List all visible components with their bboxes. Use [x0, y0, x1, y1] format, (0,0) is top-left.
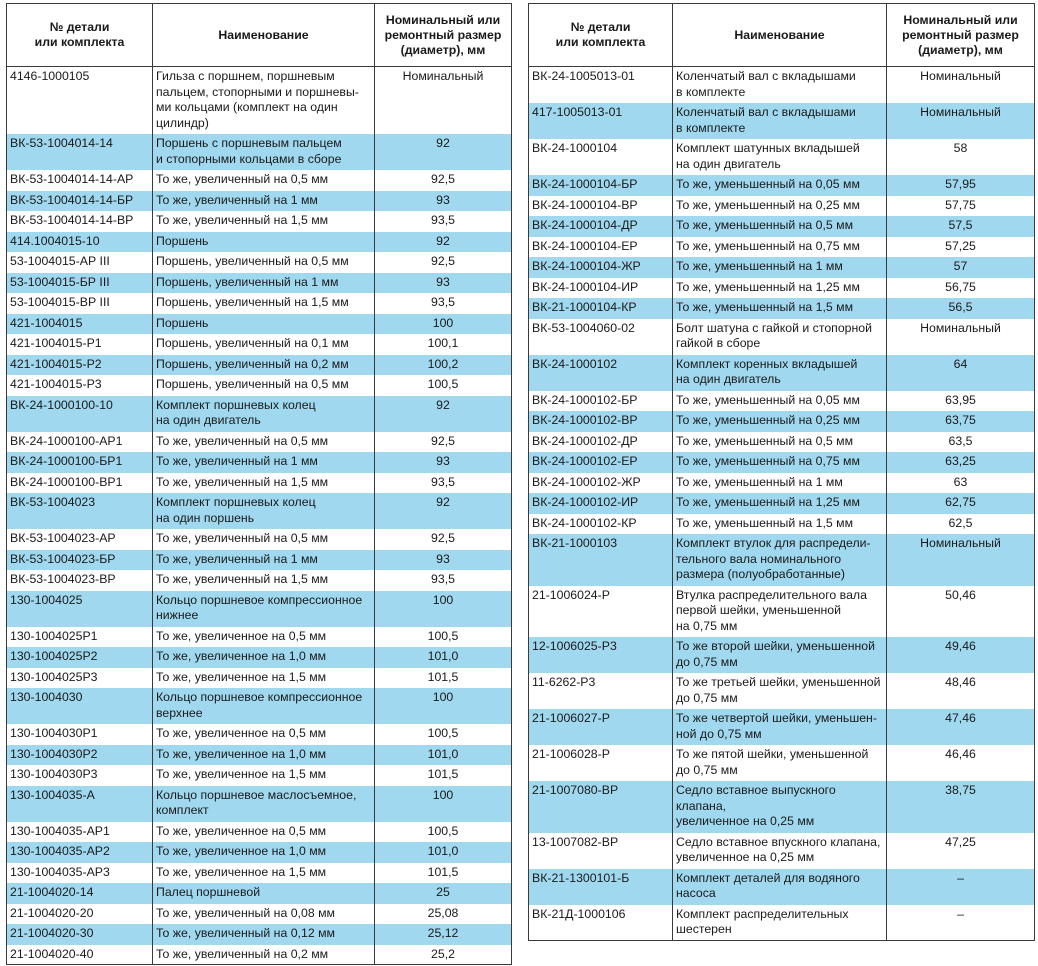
- cell-name: Кольцо поршневое компрессионное нижнее: [153, 590, 375, 626]
- cell-name: То же, увеличенное на 1,0 мм: [153, 647, 375, 668]
- cell-part-number: 130-1004025Р2: [7, 647, 153, 668]
- table-row: [529, 472, 1035, 493]
- cell-part-number: ВК-53-1004023-ВР: [7, 570, 153, 591]
- cell-part-number: 417-1005013-01: [529, 103, 673, 139]
- cell-size: 57,95: [887, 175, 1035, 196]
- cell-name: То же, увеличенный на 0,08 мм: [153, 903, 375, 924]
- cell-size: 56,75: [887, 277, 1035, 298]
- cell-part-number: 130-1004035-А: [7, 785, 153, 821]
- cell-part-number: ВК-53-1004014-14-ВР: [7, 211, 153, 232]
- cell-part-number: ВК-24-1000100-АР1: [7, 431, 153, 452]
- cell-size: 25,08: [375, 903, 512, 924]
- table-row: [7, 134, 512, 170]
- cell-part-number: ВК-24-1000102-ИР: [529, 493, 673, 514]
- header-part-number: № детали или комплекта: [529, 4, 673, 67]
- cell-size: 92: [375, 231, 512, 252]
- parts-table-right: [528, 3, 1035, 941]
- cell-name: То же, уменьшенный на 0,25 мм: [673, 195, 887, 216]
- cell-name: То же, увеличенное на 1,0 мм: [153, 744, 375, 765]
- table-row: [7, 862, 512, 883]
- cell-size: 100: [375, 688, 512, 724]
- cell-part-number: ВК-53-1004014-14: [7, 134, 153, 170]
- table-row: [529, 216, 1035, 237]
- cell-part-number: 12-1006025-Р3: [529, 637, 673, 673]
- cell-size: 100,5: [375, 375, 512, 396]
- cell-part-number: ВК-24-1000104-ДР: [529, 216, 673, 237]
- cell-size: 38,75: [887, 781, 1035, 833]
- cell-size: 57,5: [887, 216, 1035, 237]
- cell-name: Комплект коренных вкладышей на один двигатель: [673, 354, 887, 390]
- cell-name: То же, увеличенный на 0,5 мм: [153, 170, 375, 191]
- cell-size: 92: [375, 134, 512, 170]
- cell-size: 57: [887, 257, 1035, 278]
- table-row: [7, 395, 512, 431]
- table-row: [529, 709, 1035, 745]
- cell-name: То же, увеличенное на 1,5 мм: [153, 862, 375, 883]
- cell-name: Болт шатуна с гайкой и стопорной гайкой в сборе: [673, 318, 887, 354]
- table-row: [7, 67, 512, 134]
- table-body-right: [529, 67, 1035, 941]
- cell-part-number: 21-1004020-30: [7, 924, 153, 945]
- table-row: [529, 67, 1035, 103]
- cell-size: Номинальный: [887, 103, 1035, 139]
- cell-size: 100,2: [375, 354, 512, 375]
- cell-name: То же пятой шейки, уменьшенной до 0,75 мм: [673, 745, 887, 781]
- cell-size: 63,75: [887, 411, 1035, 432]
- cell-size: 93: [375, 452, 512, 473]
- table-row: [7, 626, 512, 647]
- table-row: [7, 375, 512, 396]
- cell-part-number: 130-1004030Р2: [7, 744, 153, 765]
- table-row: [7, 493, 512, 529]
- cell-size: 25,2: [375, 944, 512, 965]
- cell-size: 64: [887, 354, 1035, 390]
- cell-name: То же, увеличенный на 0,5 мм: [153, 431, 375, 452]
- cell-size: 63,95: [887, 390, 1035, 411]
- cell-part-number: ВК-53-1004023-АР: [7, 529, 153, 550]
- cell-name: То же, увеличенный на 0,2 мм: [153, 944, 375, 965]
- cell-name: То же, уменьшенный на 0,5 мм: [673, 216, 887, 237]
- table-row: [7, 724, 512, 745]
- cell-name: То же третьей шейки, уменьшенной до 0,75 мм: [673, 673, 887, 709]
- cell-size: 101,5: [375, 765, 512, 786]
- cell-size: 25,12: [375, 924, 512, 945]
- table-row: [7, 924, 512, 945]
- header-name: Наименование: [153, 4, 375, 67]
- cell-name: Поршень, увеличенный на 0,5 мм: [153, 375, 375, 396]
- cell-size: 100,5: [375, 821, 512, 842]
- cell-name: Поршень: [153, 231, 375, 252]
- table-row: [7, 190, 512, 211]
- cell-size: 63: [887, 472, 1035, 493]
- table-row: [7, 252, 512, 273]
- cell-size: 93,5: [375, 211, 512, 232]
- cell-size: 63,5: [887, 431, 1035, 452]
- table-row: [7, 944, 512, 965]
- cell-name: Комплект деталей для водяного насоса: [673, 868, 887, 904]
- cell-part-number: ВК-53-1004023: [7, 493, 153, 529]
- cell-part-number: ВК-21-1000104-КР: [529, 298, 673, 319]
- table-row: [529, 832, 1035, 868]
- cell-name: Седло вставное выпускного клапана, увеличенное на 0,25 мм: [673, 781, 887, 833]
- cell-size: 25: [375, 883, 512, 904]
- cell-size: Номинальный: [887, 67, 1035, 103]
- cell-name: То же, увеличенный на 1 мм: [153, 452, 375, 473]
- table-row: [529, 745, 1035, 781]
- table-row: [529, 411, 1035, 432]
- cell-name: То же, увеличенный на 1,5 мм: [153, 211, 375, 232]
- cell-name: Комплект поршневых колец на один поршень: [153, 493, 375, 529]
- table-row: [529, 318, 1035, 354]
- cell-part-number: 21-1004020-14: [7, 883, 153, 904]
- cell-name: То же, увеличенный на 1,5 мм: [153, 472, 375, 493]
- cell-part-number: 130-1004035-АР1: [7, 821, 153, 842]
- cell-size: 101,5: [375, 862, 512, 883]
- cell-size: –: [887, 904, 1035, 940]
- cell-part-number: 4146-1000105: [7, 67, 153, 134]
- cell-size: –: [887, 868, 1035, 904]
- cell-name: То же, уменьшенный на 0,75 мм: [673, 236, 887, 257]
- cell-size: 50,46: [887, 585, 1035, 637]
- cell-name: То же, увеличенное на 1,5 мм: [153, 667, 375, 688]
- table-row: [529, 534, 1035, 586]
- cell-size: 100,1: [375, 334, 512, 355]
- cell-part-number: ВК-21-1300101-Б: [529, 868, 673, 904]
- cell-name: Поршень с поршневым пальцем и стопорными кольцами в сборе: [153, 134, 375, 170]
- table-row: [529, 354, 1035, 390]
- cell-size: 100: [375, 785, 512, 821]
- cell-part-number: 130-1004035-АР3: [7, 862, 153, 883]
- cell-part-number: ВК-24-1000102-БР: [529, 390, 673, 411]
- cell-name: То же, увеличенное на 0,5 мм: [153, 626, 375, 647]
- table-row: [7, 903, 512, 924]
- cell-name: То же, уменьшенный на 1,25 мм: [673, 277, 887, 298]
- header-name: Наименование: [673, 4, 887, 67]
- cell-size: 46,46: [887, 745, 1035, 781]
- table-row: [7, 431, 512, 452]
- parts-table-left: [6, 3, 512, 965]
- table-row: [529, 673, 1035, 709]
- cell-size: 101,5: [375, 667, 512, 688]
- table-row: [7, 744, 512, 765]
- cell-name: То же, увеличенное на 0,5 мм: [153, 821, 375, 842]
- cell-name: То же, уменьшенный на 1,5 мм: [673, 298, 887, 319]
- cell-part-number: 21-1006024-Р: [529, 585, 673, 637]
- cell-size: 63,25: [887, 452, 1035, 473]
- cell-part-number: 21-1006028-Р: [529, 745, 673, 781]
- table-row: [529, 513, 1035, 534]
- table-row: [7, 785, 512, 821]
- table-row: [7, 590, 512, 626]
- cell-size: 49,46: [887, 637, 1035, 673]
- cell-part-number: ВК-53-1004014-14-БР: [7, 190, 153, 211]
- cell-name: Кольцо поршневое компрессионное верхнее: [153, 688, 375, 724]
- cell-part-number: 53-1004015-ВР III: [7, 293, 153, 314]
- cell-part-number: ВК-24-1000104-ВР: [529, 195, 673, 216]
- cell-name: Поршень: [153, 313, 375, 334]
- table-row: [7, 313, 512, 334]
- cell-part-number: 130-1004025Р1: [7, 626, 153, 647]
- cell-size: 47,46: [887, 709, 1035, 745]
- table-row: [7, 688, 512, 724]
- cell-name: То же четвертой шейки, уменьшен- ной до 0,75 мм: [673, 709, 887, 745]
- cell-part-number: ВК-24-1000100-10: [7, 395, 153, 431]
- cell-part-number: ВК-24-1000102: [529, 354, 673, 390]
- cell-part-number: 421-1004015-Р3: [7, 375, 153, 396]
- cell-name: То же, уменьшенный на 1 мм: [673, 257, 887, 278]
- table-row: [529, 298, 1035, 319]
- cell-name: То же, увеличенный на 0,12 мм: [153, 924, 375, 945]
- cell-part-number: 130-1004030: [7, 688, 153, 724]
- table-row: [7, 765, 512, 786]
- cell-part-number: 421-1004015-Р2: [7, 354, 153, 375]
- cell-name: Поршень, увеличенный на 0,2 мм: [153, 354, 375, 375]
- cell-part-number: ВК-24-1000102-КР: [529, 513, 673, 534]
- table-row: [7, 231, 512, 252]
- cell-name: Комплект поршневых колец на один двигатель: [153, 395, 375, 431]
- cell-name: То же, уменьшенный на 1 мм: [673, 472, 887, 493]
- table-row: [529, 103, 1035, 139]
- table-row: [7, 821, 512, 842]
- cell-size: 101,0: [375, 744, 512, 765]
- cell-part-number: 414.1004015-10: [7, 231, 153, 252]
- table-row: [7, 354, 512, 375]
- cell-size: 93: [375, 272, 512, 293]
- cell-part-number: 21-1004020-20: [7, 903, 153, 924]
- cell-size: 93,5: [375, 570, 512, 591]
- cell-part-number: 130-1004025: [7, 590, 153, 626]
- cell-size: 92,5: [375, 170, 512, 191]
- table-row: [529, 431, 1035, 452]
- cell-name: То же, увеличенный на 1 мм: [153, 549, 375, 570]
- cell-part-number: ВК-24-1000104-ЖР: [529, 257, 673, 278]
- cell-name: То же, увеличенный на 0,5 мм: [153, 529, 375, 550]
- cell-part-number: 13-1007082-ВР: [529, 832, 673, 868]
- cell-name: Поршень, увеличенный на 0,1 мм: [153, 334, 375, 355]
- table-row: [529, 277, 1035, 298]
- cell-name: То же, уменьшенный на 0,25 мм: [673, 411, 887, 432]
- cell-name: Втулка распределительного вала первой шейки, уменьшенной на 0,75 мм: [673, 585, 887, 637]
- cell-name: То же, уменьшенный на 1,5 мм: [673, 513, 887, 534]
- table-row: [529, 585, 1035, 637]
- cell-size: 58: [887, 139, 1035, 175]
- cell-size: 56,5: [887, 298, 1035, 319]
- cell-part-number: ВК-24-1000102-ДР: [529, 431, 673, 452]
- cell-part-number: ВК-24-1000100-БР1: [7, 452, 153, 473]
- cell-size: 100,5: [375, 626, 512, 647]
- cell-name: То же, увеличенное на 1,5 мм: [153, 765, 375, 786]
- cell-part-number: ВК-24-1000104-БР: [529, 175, 673, 196]
- table-row: [7, 647, 512, 668]
- cell-part-number: 130-1004030Р3: [7, 765, 153, 786]
- cell-part-number: 21-1006027-Р: [529, 709, 673, 745]
- cell-name: То же, увеличенное на 1,0 мм: [153, 842, 375, 863]
- table-body-left: [7, 67, 512, 965]
- table-row: [529, 195, 1035, 216]
- table-row: [7, 842, 512, 863]
- cell-part-number: 11-6262-Р3: [529, 673, 673, 709]
- cell-size: 48,46: [887, 673, 1035, 709]
- cell-name: То же, уменьшенный на 0,75 мм: [673, 452, 887, 473]
- cell-size: 62,75: [887, 493, 1035, 514]
- header-part-number: № детали или комплекта: [7, 4, 153, 67]
- table-row: [529, 868, 1035, 904]
- cell-name: То же, увеличенный на 1,5 мм: [153, 570, 375, 591]
- cell-name: То же, уменьшенный на 0,05 мм: [673, 175, 887, 196]
- table-row: [529, 257, 1035, 278]
- cell-name: То же, увеличенный на 1 мм: [153, 190, 375, 211]
- cell-part-number: ВК-21Д-1000106: [529, 904, 673, 940]
- cell-size: Номинальный: [375, 67, 512, 134]
- table-row: [7, 570, 512, 591]
- table-row: [529, 139, 1035, 175]
- cell-name: То же, уменьшенный на 0,05 мм: [673, 390, 887, 411]
- cell-part-number: ВК-24-1005013-01: [529, 67, 673, 103]
- cell-part-number: ВК-53-1004023-БР: [7, 549, 153, 570]
- cell-part-number: ВК-24-1000104-ИР: [529, 277, 673, 298]
- cell-name: Кольцо поршневое маслосъемное, комплект: [153, 785, 375, 821]
- cell-name: Седло вставное впускного клапана, увеличенное на 0,25 мм: [673, 832, 887, 868]
- table-row: [7, 211, 512, 232]
- cell-size: 100: [375, 313, 512, 334]
- cell-part-number: 421-1004015-Р1: [7, 334, 153, 355]
- cell-name: Поршень, увеличенный на 1,5 мм: [153, 293, 375, 314]
- table-row: [529, 781, 1035, 833]
- cell-part-number: ВК-24-1000100-ВР1: [7, 472, 153, 493]
- cell-size: 92,5: [375, 252, 512, 273]
- cell-part-number: ВК-24-1000104: [529, 139, 673, 175]
- table-row: [7, 452, 512, 473]
- cell-part-number: 421-1004015: [7, 313, 153, 334]
- cell-name: Комплект втулок для распредели- тельного вала номинального размера (полуобработанные): [673, 534, 887, 586]
- table-row: [529, 390, 1035, 411]
- cell-name: Коленчатый вал с вкладышами в комплекте: [673, 67, 887, 103]
- cell-size: 100,5: [375, 724, 512, 745]
- header-size: Номинальный или ремонтный размер (диаметр), мм: [887, 4, 1035, 67]
- table-row: [7, 272, 512, 293]
- cell-name: Комплект шатунных вкладышей на один двигатель: [673, 139, 887, 175]
- cell-size: 93: [375, 190, 512, 211]
- table-row: [7, 472, 512, 493]
- table-row: [7, 529, 512, 550]
- cell-size: 100: [375, 590, 512, 626]
- table-row: [7, 293, 512, 314]
- cell-name: То же, уменьшенный на 0,5 мм: [673, 431, 887, 452]
- header-size: Номинальный или ремонтный размер (диаметр), мм: [375, 4, 512, 67]
- cell-part-number: 21-1004020-40: [7, 944, 153, 965]
- cell-part-number: 130-1004025Р3: [7, 667, 153, 688]
- table-row: [529, 175, 1035, 196]
- cell-size: 101,0: [375, 842, 512, 863]
- cell-part-number: ВК-53-1004060-02: [529, 318, 673, 354]
- table-row: [7, 667, 512, 688]
- table-row: [7, 549, 512, 570]
- cell-part-number: ВК-24-1000102-ЕР: [529, 452, 673, 473]
- cell-part-number: 53-1004015-БР III: [7, 272, 153, 293]
- cell-size: 101,0: [375, 647, 512, 668]
- cell-part-number: ВК-53-1004014-14-АР: [7, 170, 153, 191]
- cell-size: 62,5: [887, 513, 1035, 534]
- cell-size: 92: [375, 395, 512, 431]
- cell-size: 57,25: [887, 236, 1035, 257]
- table-row: [529, 904, 1035, 940]
- cell-size: 47,25: [887, 832, 1035, 868]
- cell-size: 92,5: [375, 529, 512, 550]
- cell-size: 93: [375, 549, 512, 570]
- cell-size: 57,75: [887, 195, 1035, 216]
- cell-size: 93,5: [375, 472, 512, 493]
- cell-name: Комплект распределительных шестерен: [673, 904, 887, 940]
- cell-name: Поршень, увеличенный на 0,5 мм: [153, 252, 375, 273]
- table-row: [529, 236, 1035, 257]
- cell-size: 92: [375, 493, 512, 529]
- header-row: [529, 4, 1035, 67]
- table-row: [529, 637, 1035, 673]
- cell-size: Номинальный: [887, 318, 1035, 354]
- cell-name: Гильза с поршнем, поршневым пальцем, стопорными и поршневы- ми кольцами (комплект на один цилиндр): [153, 67, 375, 134]
- cell-size: 92,5: [375, 431, 512, 452]
- cell-name: То же, увеличенное на 0,5 мм: [153, 724, 375, 745]
- table-row: [7, 334, 512, 355]
- table-row: [529, 452, 1035, 473]
- cell-part-number: 21-1007080-ВР: [529, 781, 673, 833]
- header-row: [7, 4, 512, 67]
- table-row: [7, 883, 512, 904]
- cell-part-number: 130-1004030Р1: [7, 724, 153, 745]
- cell-size: Номинальный: [887, 534, 1035, 586]
- cell-size: 93,5: [375, 293, 512, 314]
- cell-part-number: ВК-24-1000102-ВР: [529, 411, 673, 432]
- cell-part-number: 53-1004015-АР III: [7, 252, 153, 273]
- cell-name: Палец поршневой: [153, 883, 375, 904]
- cell-part-number: 130-1004035-АР2: [7, 842, 153, 863]
- table-row: [7, 170, 512, 191]
- cell-name: Поршень, увеличенный на 1 мм: [153, 272, 375, 293]
- cell-part-number: ВК-24-1000102-ЖР: [529, 472, 673, 493]
- cell-name: То же, уменьшенный на 1,25 мм: [673, 493, 887, 514]
- table-row: [529, 493, 1035, 514]
- cell-name: То же второй шейки, уменьшенной до 0,75 мм: [673, 637, 887, 673]
- cell-name: Коленчатый вал с вкладышами в комплекте: [673, 103, 887, 139]
- cell-part-number: ВК-24-1000104-ЕР: [529, 236, 673, 257]
- cell-part-number: ВК-21-1000103: [529, 534, 673, 586]
